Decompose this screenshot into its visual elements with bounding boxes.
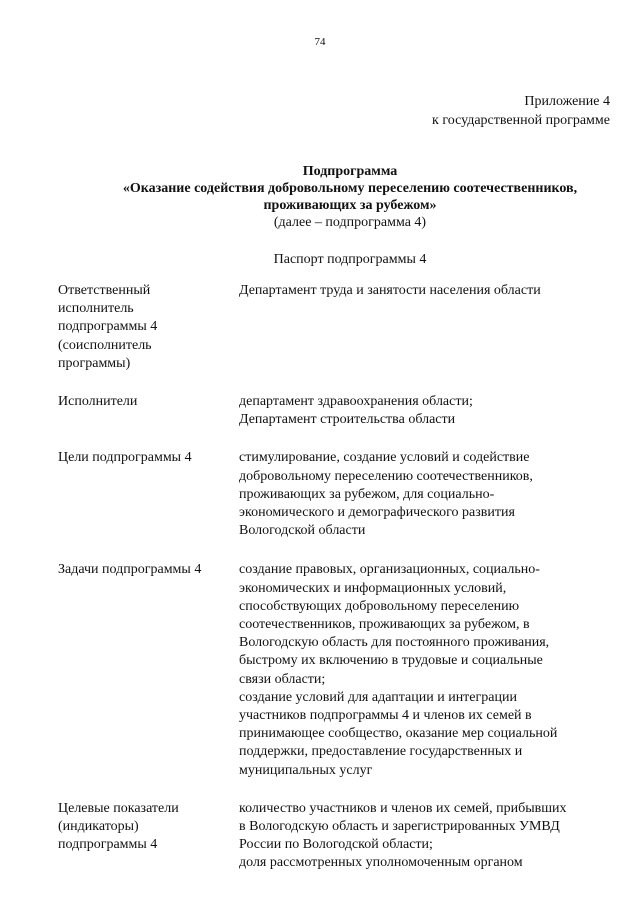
value-line: стимулирование, создание условий и содействие [239,450,530,466]
label-line: подпрограммы 4 [58,837,158,853]
value-line: проживающих за рубежом, для социально- [239,486,495,502]
label-line: Цели подпрограммы 4 [58,450,192,466]
label-line: исполнитель [58,301,134,317]
value-line: создание правовых, организационных, социально- [239,562,540,578]
subprogram-name-line2: проживающих за рубежом» [263,198,437,213]
passport-row-goals [58,449,618,540]
value-line: участников подпрограммы 4 и членов их семей в [239,708,532,724]
appendix-reference: к государственной программе [432,113,610,128]
value-line: количество участников и членов их семей, прибывших [239,800,567,816]
value-line: соотечественников, проживающих за рубежом, в [239,617,530,633]
value-line: доля рассмотренных уполномоченным органом [239,855,523,871]
row-label [58,282,239,373]
row-value [239,561,618,779]
value-line: Департамент труда и занятости населения области [239,283,541,298]
label-line: Целевые показатели [58,800,179,816]
label-line: программы) [58,355,131,371]
row-value [239,282,618,373]
label-line: Ответственный [58,283,151,298]
value-line: связи области; [239,671,326,687]
value-line: поддержки, предоставление государственных и [239,744,523,760]
row-label [58,449,239,540]
passport-row-tasks [58,561,618,779]
value-line: Вологодской области [239,523,366,539]
value-line: департамент здравоохранения области; [239,394,473,410]
passport-row-indicators [58,800,618,873]
row-label [58,393,239,429]
subprogram-alias: (далее – подпрограмма 4) [273,215,427,230]
row-label [58,800,239,873]
passport-row-executors [58,393,618,429]
label-line: Задачи подпрограммы 4 [58,562,202,578]
value-line: экономического и демографического развития [239,505,515,521]
page-number: 74 [314,36,326,48]
value-line: в Вологодскую область и зарегистрированных УМВД [239,819,560,835]
value-line: принимающее сообщество, оказание мер социальной [239,726,558,742]
passport-table [58,282,618,873]
value-line: создание условий для адаптации и интеграции [239,689,517,705]
row-value [239,800,618,873]
label-line: Исполнители [58,394,138,410]
value-line: способствующих добровольному переселению [239,598,520,614]
row-value [239,393,618,429]
value-line: Департамент строительства области [239,412,456,428]
passport-row-responsible [58,282,618,373]
label-line: (индикаторы) [58,819,139,835]
subprogram-heading: Подпрограмма [302,164,398,179]
label-line: (соисполнитель [58,337,152,353]
subprogram-name-line1: «Оказание содействия добровольному переселению соотечественников, [122,181,578,196]
passport-title: Паспорт подпрограммы 4 [273,252,427,267]
value-line: быстрому их включению в трудовые и социальные [239,653,543,669]
row-value [239,449,618,540]
value-line: добровольному переселению соотечественников, [239,468,533,484]
row-label [58,561,239,779]
value-line: Вологодскую область для постоянного проживания, [239,635,550,651]
label-line: подпрограммы 4 [58,319,158,335]
value-line: муниципальных услуг [239,762,373,778]
appendix-label: Приложение 4 [524,94,610,109]
value-line: России по Вологодской области; [239,837,433,853]
value-line: экономических и информационных условий, [239,580,507,596]
